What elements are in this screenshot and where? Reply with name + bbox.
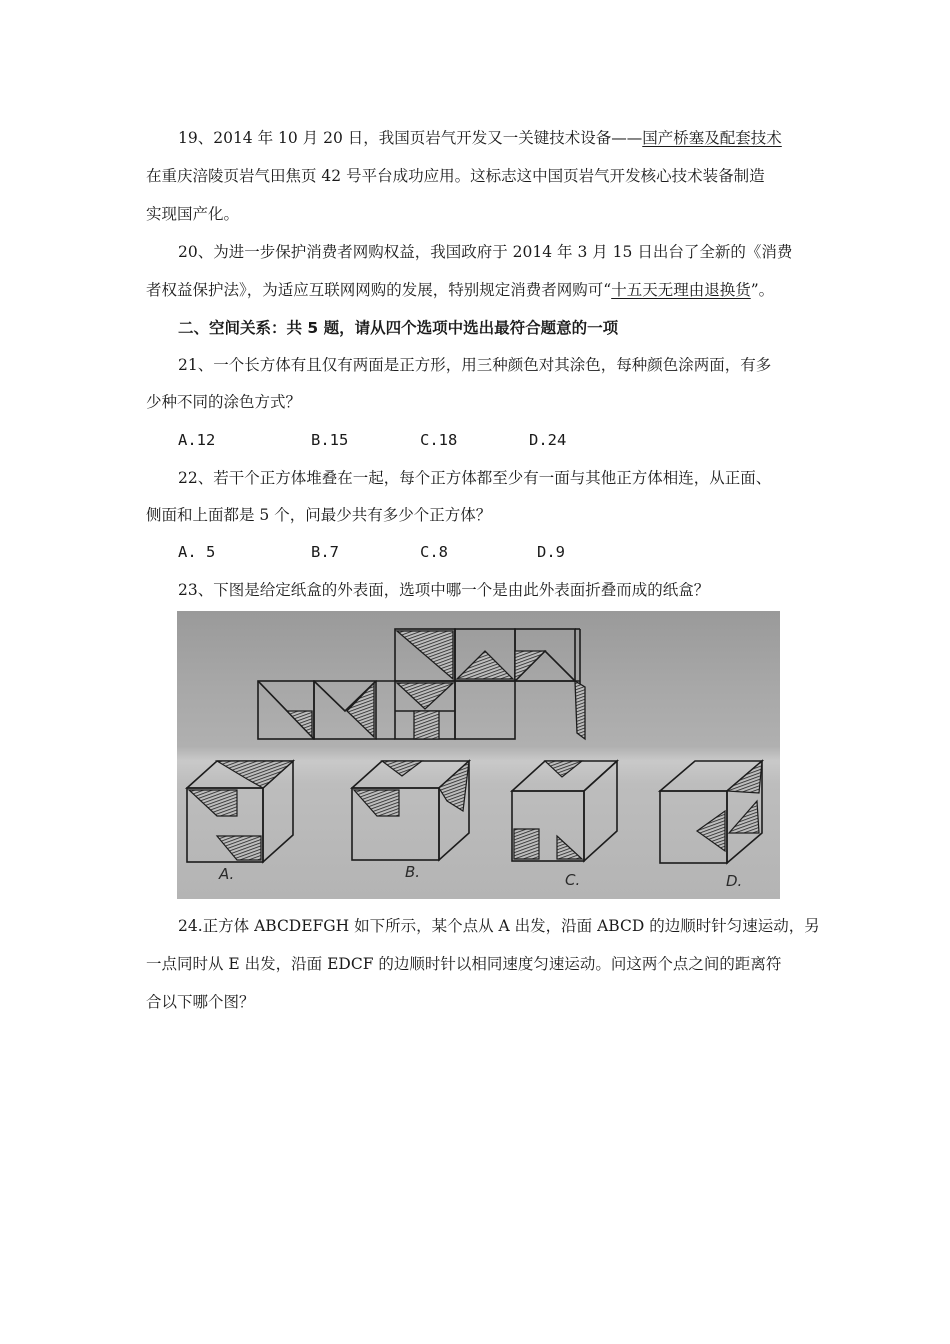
q24-line-3: 合以下哪个图？ — [146, 993, 255, 1011]
q20-line-1: 20、为进一步保护消费者网购权益，我国政府于 2014 年 3 月 15 日出台了全新的《消费 — [178, 243, 793, 261]
q22-line-2: 侧面和上面都是 5 个，问最少共有多少个正方体？ — [146, 506, 492, 524]
q22-line-1: 22、若干个正方体堆叠在一起，每个正方体都至少有一面与其他正方体相连，从正面、 — [178, 469, 772, 487]
q19-text: 19、2014 年 10 月 20 日，我国页岩气开发又一关键技术设备—— — [178, 129, 643, 147]
q24-line-1: 24.正方体 ABCDEFGH 如下所示，某个点从 A 出发，沿面 ABCD 的边顺时针匀速运动，另 — [178, 917, 820, 935]
q21-option-d: D.24 — [529, 431, 567, 449]
q21-option-c: C.18 — [420, 431, 458, 449]
q20-text: 者权益保护法》，为适应互联网网购的发展，特别规定消费者网购可“ — [146, 281, 612, 299]
q19-line-2: 在重庆涪陵页岩气田焦页 42 号平台成功应用。这标志这中国页岩气开发核心技术装备制造 — [146, 167, 765, 185]
option-b-label: B. — [405, 863, 421, 881]
q20-line-2 — [146, 280, 774, 300]
option-a-label: A. — [219, 865, 235, 883]
q21-option-a: A.12 — [178, 431, 216, 449]
option-c-label: C. — [565, 871, 581, 889]
q22-option-c: C.8 — [420, 543, 448, 561]
q20-underlined-term: 十五天无理由退换货 — [611, 281, 751, 299]
q21-line-2: 少种不同的涂色方式？ — [146, 393, 302, 411]
option-d-label: D. — [726, 872, 743, 890]
q19-line-1 — [178, 128, 782, 148]
q23-figure-drawing — [177, 611, 780, 899]
q23-line-1: 23、下图是给定纸盒的外表面，选项中哪一个是由此外表面折叠而成的纸盒？ — [178, 581, 710, 599]
q20-text-end: ”。 — [750, 281, 775, 299]
q21-option-b: B.15 — [311, 431, 349, 449]
q24-line-2: 一点同时从 E 出发，沿面 EDCF 的边顺时针以相同速度匀速运动。问这两个点之间的距离符 — [146, 955, 782, 973]
q19-underlined-term: 国产桥塞及配套技术 — [642, 129, 782, 147]
q22-option-a: A. 5 — [178, 543, 216, 561]
q22-option-d: D.9 — [537, 543, 565, 561]
q21-line-1: 21、一个长方体有且仅有两面是正方形，用三种颜色对其涂色，每种颜色涂两面，有多 — [178, 356, 772, 374]
q19-line-3: 实现国产化。 — [146, 205, 240, 223]
option-b-cube — [352, 761, 469, 860]
q22-option-b: B.7 — [311, 543, 339, 561]
q23-figure — [177, 611, 780, 899]
section-heading: 二、空间关系：共 5 题，请从四个选项中选出最符合题意的一项 — [178, 319, 619, 337]
